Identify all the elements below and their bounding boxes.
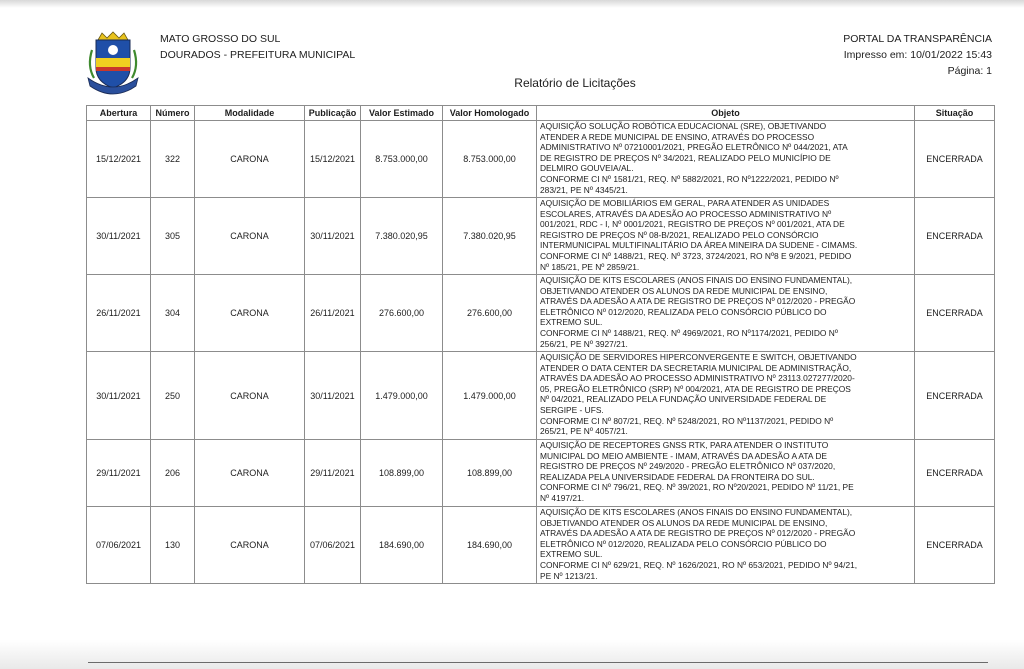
cell-situacao: ENCERRADA (915, 121, 995, 198)
objeto-text: AQUISIÇÃO DE KITS ESCOLARES (ANOS FINAIS DO ENSINO FUNDAMENTAL), OBJETIVANDO ATENDER OS ALUNOS DA REDE MUNICIPAL DE ENSINO, ATRAVÉS DA ADESÃO A ATA DE REGISTRO DE PREÇOS Nº 012/2020 - PREGÃO ELETRÔNICO Nº 012/2020, REALIZADA PELO CONSÓRCIO PÚBLICO DO EXTREMO SUL. CONFORME CI Nº 1488/21, REQ. Nº 4969/2021, RO Nº1174/2021, PEDIDO Nº 256/21, PE Nº 3927/21. (540, 275, 856, 349)
cell-numero: 250 (151, 352, 195, 440)
objeto-text: AQUISIÇÃO DE KITS ESCOLARES (ANOS FINAIS DO ENSINO FUNDAMENTAL), OBJETIVANDO ATENDER OS ALUNOS DA REDE MUNICIPAL DE ENSINO, ATRAVÉS DA ADESÃO A ATA DE REGISTRO DE PREÇOS Nº 012/2020 - PREGÃO ELETRÔNICO Nº 012/2020, REALIZADA PELO CONSÓRCIO PÚBLICO DO EXTREMO SUL. CONFORME CI Nº 629/21, REQ. Nº 1626/2021, RO Nº 653/2021, PEDIDO Nº 94/21, PE Nº 1213/21. (540, 507, 858, 581)
cell-valor-estimado: 8.753.000,00 (361, 121, 443, 198)
page-bottom-shadow (0, 640, 1024, 669)
cell-valor-homologado: 276.600,00 (443, 275, 537, 352)
cell-numero: 206 (151, 440, 195, 507)
crest-laurel-right (132, 50, 136, 78)
objeto-text: AQUISIÇÃO DE MOBILIÁRIOS EM GERAL, PARA ATENDER AS UNIDADES ESCOLARES, ATRAVÉS DA ADESÃO AO PROCESSO ADMINISTRATIVO Nº 001/2021, RDC - I, Nº 0001/2021, REGISTRO DE PREÇOS Nº 001/2021, ATA DE REGISTRO DE PREÇOS Nº 08-B/2021, REALIZADO PELO CONSÓRCIO INTERMUNICIPAL MULTIFINALITÁRIO DA ÁREA MINEIRA DA SUDENE - CIMAMS. CONFORME CI Nº 1488/21, REQ. Nº 3723, 3724/2021, RO Nº8 E 9/2021, PEDIDO Nº 185/21, PE Nº 2859/21. (540, 198, 858, 272)
cell-situacao: ENCERRADA (915, 507, 995, 584)
crest-crown (98, 32, 128, 40)
cell-valor-homologado: 1.479.000,00 (443, 352, 537, 440)
portal-name: PORTAL DA TRANSPARÊNCIA (843, 33, 992, 45)
cell-publicacao: 15/12/2021 (305, 121, 361, 198)
page-number: Página: 1 (947, 65, 992, 77)
objeto-text: AQUISIÇÃO DE SERVIDORES HIPERCONVERGENTE E SWITCH, OBJETIVANDO ATENDER O DATA CENTER DA SECRETARIA MUNICIPAL DE ADMINISTRAÇÃO, ATRAVÉS DA ADESÃO AO PROCESSO ADMINISTRATIVO Nº 23113.027277/2020- 05, PREGÃO ELETRÔNICO (SRP) Nº 004/2021, ATA DE REGISTRO DE PREÇOS Nº 04/2021, REALIZADO PELA FUNDAÇÃO UNIVERSIDADE FEDERAL DE SERGIPE - UFS. CONFORME CI Nº 807/21, REQ. Nº 5248/2021, RO Nº1137/2021, PEDIDO Nº 265/21, PE Nº 4057/21. (540, 352, 857, 437)
cell-publicacao: 07/06/2021 (305, 507, 361, 584)
cell-modalidade: CARONA (195, 275, 305, 352)
cell-objeto (537, 275, 915, 352)
table-row (87, 275, 995, 352)
cell-valor-estimado: 7.380.020,95 (361, 198, 443, 275)
table-row (87, 440, 995, 507)
crest-band-yellow (96, 58, 130, 67)
bids-table (86, 105, 995, 584)
cell-abertura: 30/11/2021 (87, 352, 151, 440)
col-header-objeto: Objeto (537, 106, 915, 121)
report-title: Relatório de Licitações (514, 76, 636, 90)
cell-situacao: ENCERRADA (915, 198, 995, 275)
page-top-shadow (0, 0, 1024, 8)
cell-publicacao: 29/11/2021 (305, 440, 361, 507)
cell-abertura: 30/11/2021 (87, 198, 151, 275)
cell-valor-homologado: 108.899,00 (443, 440, 537, 507)
cell-modalidade: CARONA (195, 440, 305, 507)
col-header-situacao: Situação (915, 106, 995, 121)
cell-publicacao: 26/11/2021 (305, 275, 361, 352)
state-name: MATO GROSSO DO SUL (160, 33, 281, 45)
cell-valor-estimado: 108.899,00 (361, 440, 443, 507)
cell-modalidade: CARONA (195, 198, 305, 275)
cell-modalidade: CARONA (195, 507, 305, 584)
print-timestamp: Impresso em: 10/01/2022 15:43 (843, 49, 992, 61)
cell-publicacao: 30/11/2021 (305, 352, 361, 440)
cell-situacao: ENCERRADA (915, 440, 995, 507)
cell-abertura: 07/06/2021 (87, 507, 151, 584)
cell-abertura: 15/12/2021 (87, 121, 151, 198)
cell-numero: 322 (151, 121, 195, 198)
cell-objeto (537, 198, 915, 275)
cell-numero: 304 (151, 275, 195, 352)
objeto-text: AQUISIÇÃO DE RECEPTORES GNSS RTK, PARA ATENDER O INSTITUTO MUNICIPAL DO MEIO AMBIENTE - IMAM, ATRAVÉS DA ADESÃO A ATA DE REGISTRO DE PREÇOS Nº 249/2020 - PREGÃO ELETRÔNICO Nº 037/2020, REALIZADA PELA UNIVERSIDADE FEDERAL DA FRONTEIRA DO SUL. CONFORME CI Nº 796/21, REQ. Nº 39/2021, RO Nº20/2021, PEDIDO Nº 11/21, PE Nº 4197/21. (540, 440, 854, 503)
cell-modalidade: CARONA (195, 121, 305, 198)
cell-publicacao: 30/11/2021 (305, 198, 361, 275)
cell-situacao: ENCERRADA (915, 352, 995, 440)
cell-objeto (537, 507, 915, 584)
col-header-valor-homologado: Valor Homologado (443, 106, 537, 121)
cell-objeto (537, 440, 915, 507)
cell-objeto (537, 352, 915, 440)
cell-numero: 130 (151, 507, 195, 584)
table-row (87, 121, 995, 198)
crest-laurel-left (90, 50, 94, 78)
cell-valor-estimado: 1.479.000,00 (361, 352, 443, 440)
cell-abertura: 29/11/2021 (87, 440, 151, 507)
crest-emblem (108, 45, 118, 55)
crest-band-red (96, 67, 130, 71)
table-row (87, 507, 995, 584)
col-header-abertura: Abertura (87, 106, 151, 121)
cell-valor-estimado: 276.600,00 (361, 275, 443, 352)
col-header-valor-estimado: Valor Estimado (361, 106, 443, 121)
table-header-row (87, 106, 995, 121)
col-header-modalidade: Modalidade (195, 106, 305, 121)
objeto-text: AQUISIÇÃO SOLUÇÃO ROBÓTICA EDUCACIONAL (SRE), OBJETIVANDO ATENDER A REDE MUNICIPAL DE ENSINO, ATRAVÉS DO PROCESSO ADMINISTRATIVO Nº 07210001/2021, PREGÃO ELETRÔNICO Nº 044/2021, ATA DE REGISTRO DE PREÇOS Nº 34/2021, REALIZADO PELO MUNICÍPIO DE DELMIRO GOUVEIA/AL. CONFORME CI Nº 1581/21, REQ. Nº 5882/2021, RO Nº1222/2021, PEDIDO Nº 283/21, PE Nº 4345/21. (540, 121, 848, 195)
header-left (160, 31, 355, 63)
municipality-name: DOURADOS - PREFEITURA MUNICIPAL (160, 49, 356, 61)
cell-numero: 305 (151, 198, 195, 275)
header-right (843, 31, 992, 79)
footer-rule (88, 662, 988, 663)
col-header-publicacao: Publicação (305, 106, 361, 121)
cell-objeto (537, 121, 915, 198)
cell-valor-homologado: 184.690,00 (443, 507, 537, 584)
cell-valor-homologado: 8.753.000,00 (443, 121, 537, 198)
cell-situacao: ENCERRADA (915, 275, 995, 352)
table-row (87, 352, 995, 440)
cell-valor-estimado: 184.690,00 (361, 507, 443, 584)
col-header-numero: Número (151, 106, 195, 121)
cell-valor-homologado: 7.380.020,95 (443, 198, 537, 275)
table-row (87, 198, 995, 275)
cell-abertura: 26/11/2021 (87, 275, 151, 352)
cell-modalidade: CARONA (195, 352, 305, 440)
